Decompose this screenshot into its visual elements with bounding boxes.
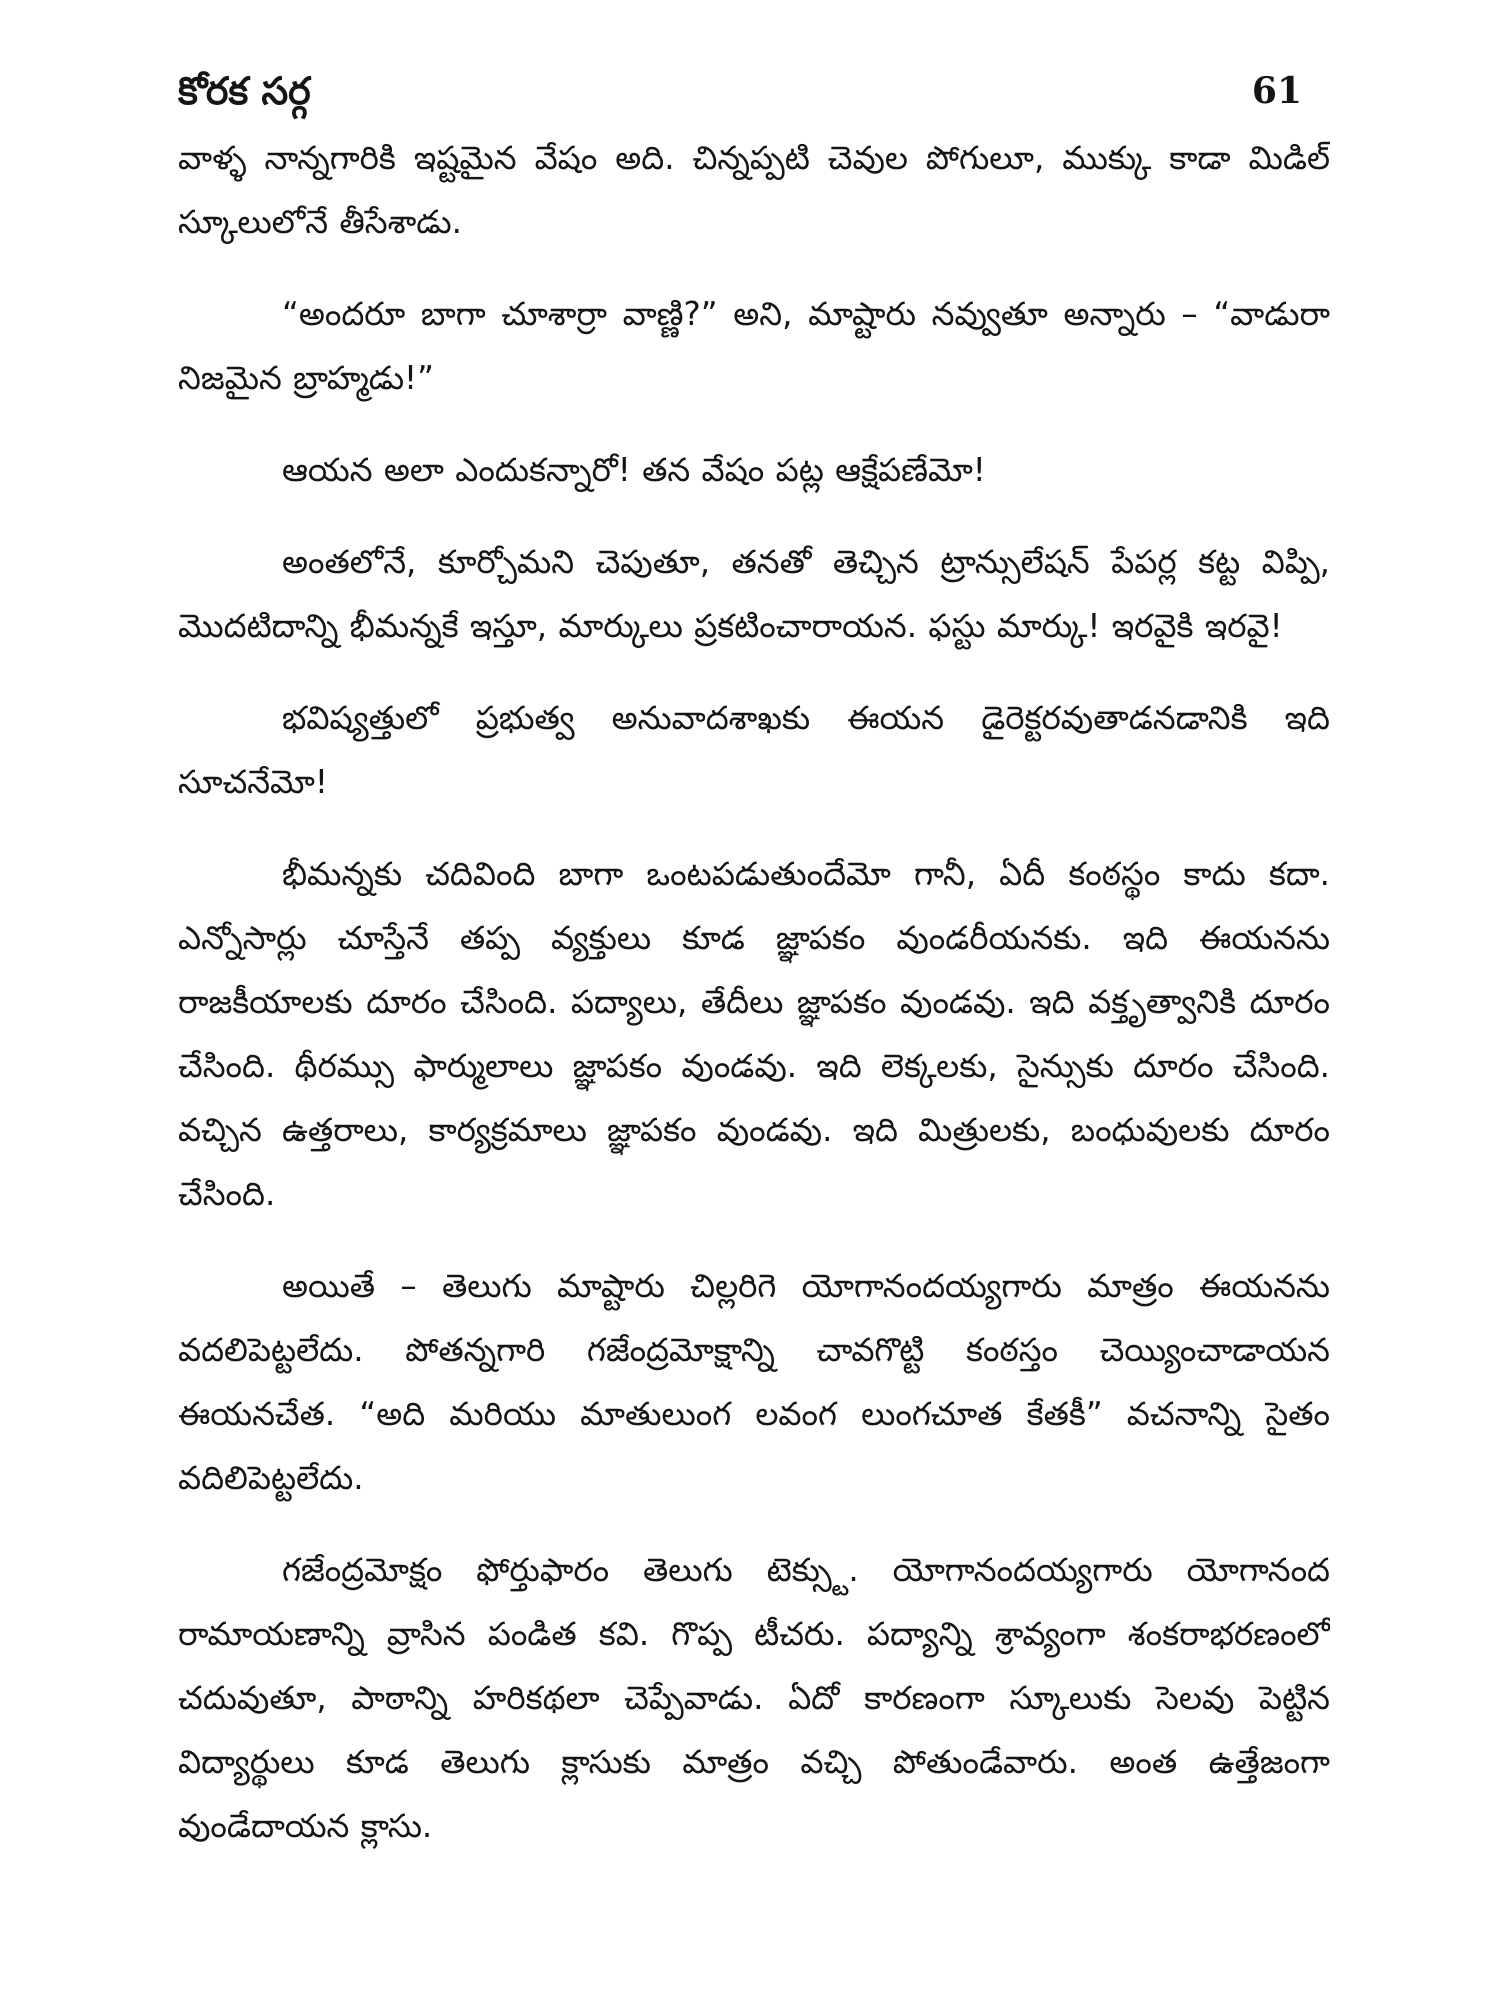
paragraph: భీమన్నకు చదివింది బాగా ఒంటపడుతుందేమో గానీ, ఏదీ కంఠస్థం కాదు కదా. ఎన్నోసార్లు చూస్తేనే తప్ప వ్యక్తులు కూడ జ్ఞాపకం వుండరీయనకు. ఇది ఈయనను రాజకీయాలకు దూరం చేసింది. పద్యాలు, తేదీలు జ్ఞాపకం వుండవు. ఇది వక్తృత్వానికి దూరం చేసింది. థీరమ్సు ఫార్ములాలు జ్ఞాపకం వుండవు. ఇది లెక్కలకు, సైన్సుకు దూరం చేసింది. వచ్చిన ఉత్తరాలు, కార్యక్రమాలు జ్ఞాపకం వుండవు. ఇది మిత్రులకు, బంధువులకు దూరం చేసింది. (178, 855, 1330, 1213)
paragraph: గజేంద్రమోక్షం ఫోర్తుఫారం తెలుగు టెక్స్టు. యోగానందయ్యగారు యోగానంద రామాయణాన్ని వ్రాసిన పండిత కవి. గొప్ప టీచరు. పద్యాన్ని శ్రావ్యంగా శంకరాభరణంలో చదువుతూ, పాఠాన్ని హరికథలా చెప్పేవాడు. ఏదో కారణంగా స్కూలుకు సెలవు పెట్టిన విద్యార్థులు కూడ తెలుగు క్లాసుకు మాత్రం వచ్చి పోతుండేవారు. అంత ఉత్తేజంగా వుండేదాయన క్లాసు. (178, 1551, 1330, 1845)
paragraph: వాళ్ళ నాన్నగారికి ఇష్టమైన వేషం అది. చిన్నప్పటి చెవుల పోగులూ, ముక్కు కాడా మిడిల్ స్కూలులోనే తీసేశాడు. (178, 139, 1330, 241)
page-number: 61 (1251, 70, 1302, 112)
running-title: కోరక సర్గ (178, 69, 311, 113)
paragraph: అంతలోనే, కూర్చోమని చెపుతూ, తనతో తెచ్చిన ట్రాన్సులేషన్ పేపర్ల కట్ట విప్పి, మొదటిదాన్ని భీమన్నకే ఇస్తూ, మార్కులు ప్రకటించారాయన. ఫస్టు మార్కు! ఇరవైకి ఇరవై! (178, 543, 1330, 645)
paragraph: “అందరూ బాగా చూశార్రా వాణ్ణి?” అని, మాష్టారు నవ్వుతూ అన్నారు – “వాడురా నిజమైన బ్రాహ్మడు!” (178, 295, 1330, 397)
book-page (178, 62, 1330, 1962)
page-header (178, 62, 1330, 126)
paragraph: భవిష్యత్తులో ప్రభుత్వ అనువాదశాఖకు ఈయన డైరెక్టరవుతాడనడానికి ఇది సూచనేమో! (178, 699, 1330, 801)
paragraph: అయితే – తెలుగు మాష్టారు చిల్లరిగె యోగానందయ్యగారు మాత్రం ఈయనను వదలిపెట్టలేదు. పోతన్నగారి గజేంద్రమోక్షాన్ని చావగొట్టి కంఠస్తం చెయ్యించాడాయన ఈయనచేత. “అది మరియు మాతులుంగ లవంగ లుంగచూత కేతకీ” వచనాన్ని సైతం వదిలిపెట్టలేదు. (178, 1267, 1330, 1497)
paragraph: ఆయన అలా ఎందుకన్నారో! తన వేషం పట్ల ఆక్షేపణేమో! (282, 451, 986, 489)
page-body (178, 126, 1330, 1858)
